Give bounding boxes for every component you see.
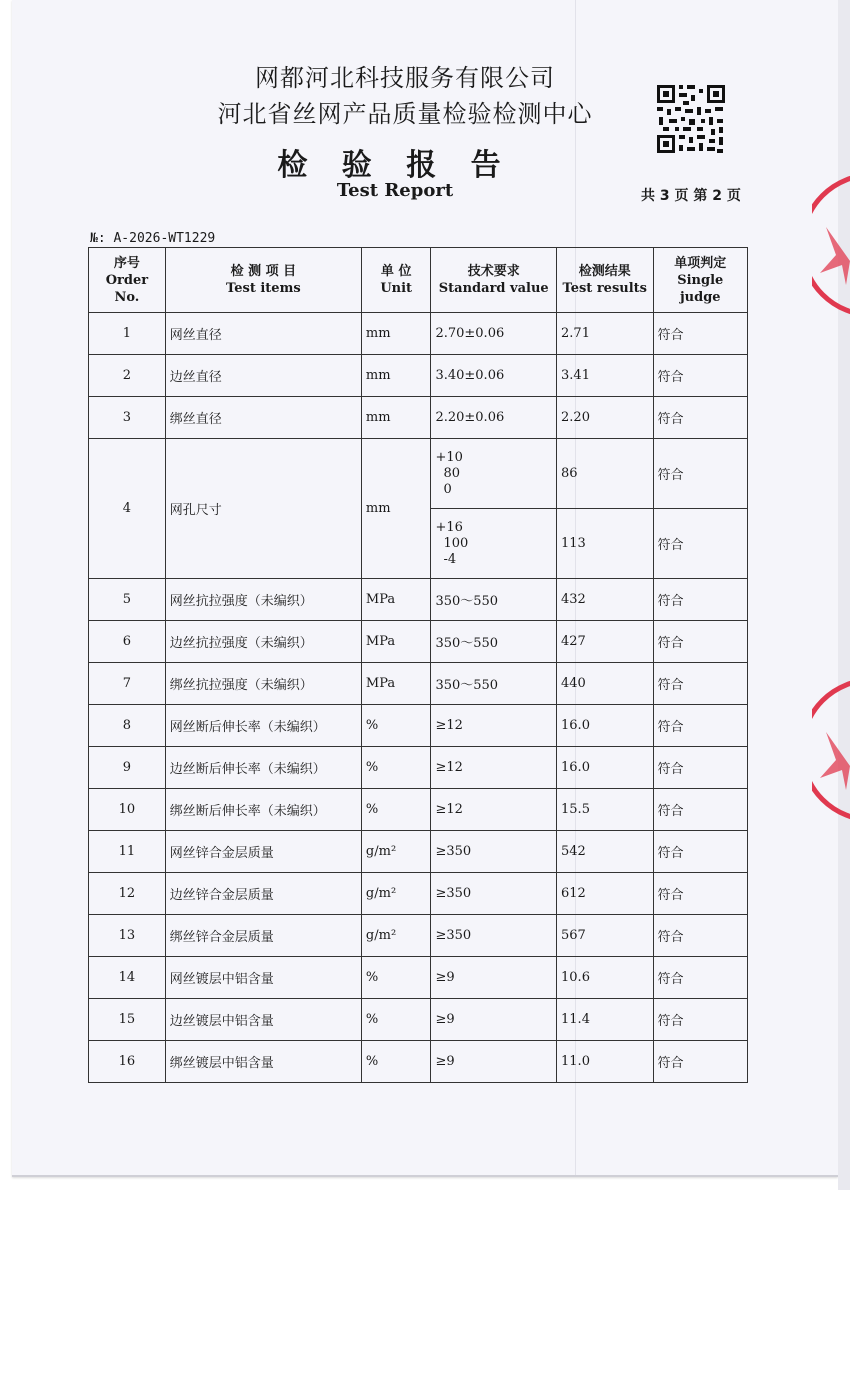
qr-code-icon (655, 83, 727, 155)
center-name: 河北省丝网产品质量检验检测中心 (217, 100, 593, 128)
header-unit: 单 位 Unit (361, 248, 431, 313)
table-row: +16 100 -4 113 符合 (89, 509, 748, 579)
mesh-tolerance-100: +16 100 -4 (431, 509, 557, 579)
table-row: 8 网丝断后伸长率（未编织） % ≥12 16.0 符合 (89, 705, 748, 747)
seal-stamp-icon (812, 165, 850, 325)
table-row: 10 绑丝断后伸长率（未编织） % ≥12 15.5 符合 (89, 789, 748, 831)
table-row: 2 边丝直径 mm 3.40±0.06 3.41 符合 (89, 355, 748, 397)
page-info: 共 3 页 第 2 页 (641, 188, 741, 204)
test-results-table (88, 247, 748, 1083)
table-row: 9 边丝断后伸长率（未编织） % ≥12 16.0 符合 (89, 747, 748, 789)
table-header-row (89, 248, 748, 313)
table-row: 7 绑丝抗拉强度（未编织） MPa 350～550 440 符合 (89, 663, 748, 705)
table-row: 5 网丝抗拉强度（未编织） MPa 350～550 432 符合 (89, 579, 748, 621)
table-row: 11 网丝锌合金层质量 g/m² ≥350 542 符合 (89, 831, 748, 873)
seal-stamp-icon (812, 670, 850, 830)
header-test-items: 检 测 项 目 Test items (165, 248, 361, 313)
table-row: 6 边丝抗拉强度（未编织） MPa 350～550 427 符合 (89, 621, 748, 663)
table-row: 3 绑丝直径 mm 2.20±0.06 2.20 符合 (89, 397, 748, 439)
table-row: 4 网孔尺寸 mm +10 80 0 86 符合 (89, 439, 748, 509)
report-title-zh: 检 验 报 告 (277, 148, 513, 183)
header-order-no: 序号 Order No. (89, 248, 166, 313)
table-row: 14 网丝镀层中铝含量 % ≥9 10.6 符合 (89, 957, 748, 999)
company-name: 网都河北科技服务有限公司 (255, 64, 555, 92)
table-row: 13 绑丝锌合金层质量 g/m² ≥350 567 符合 (89, 915, 748, 957)
header-standard-value: 技术要求 Standard value (431, 248, 557, 313)
report-number: №: A-2026-WT1229 (90, 231, 216, 246)
table-row: 1 网丝直径 mm 2.70±0.06 2.71 符合 (89, 313, 748, 355)
table-row: 12 边丝锌合金层质量 g/m² ≥350 612 符合 (89, 873, 748, 915)
report-title-en: Test Report (336, 180, 454, 201)
table-row: 16 绑丝镀层中铝含量 % ≥9 11.0 符合 (89, 1041, 748, 1083)
table-row: 15 边丝镀层中铝含量 % ≥9 11.4 符合 (89, 999, 748, 1041)
mesh-tolerance-80: +10 80 0 (431, 439, 557, 509)
header-single-judge: 单项判定 Single judge (653, 248, 747, 313)
header-test-results: 检测结果 Test results (557, 248, 654, 313)
